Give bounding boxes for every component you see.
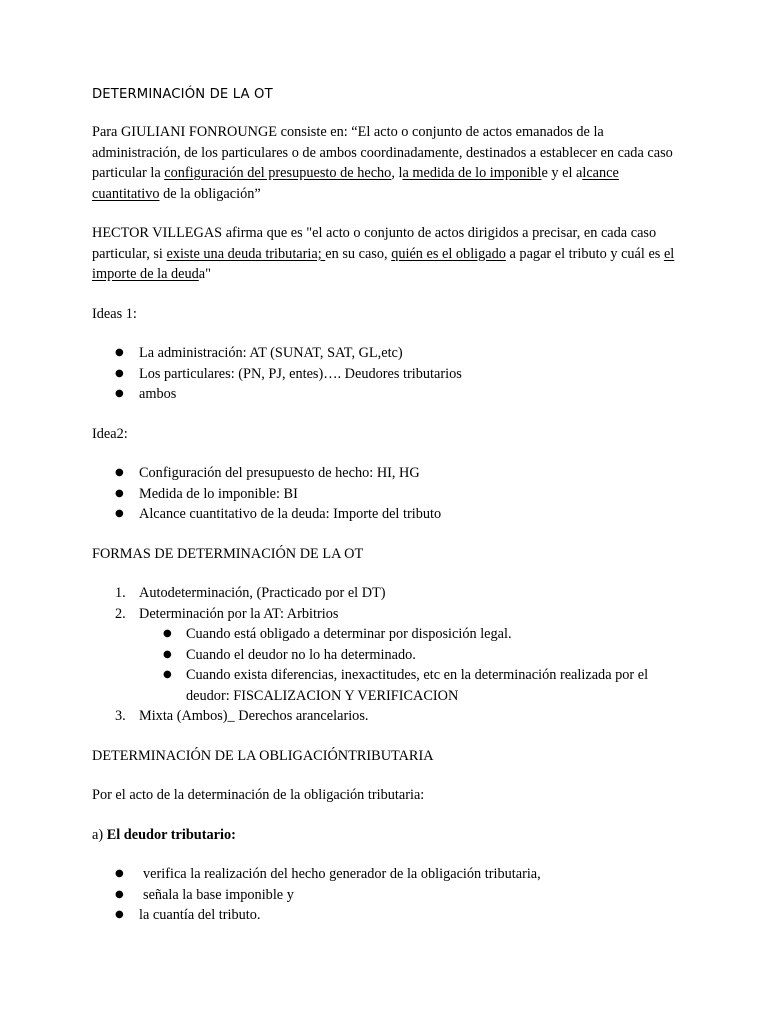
sub-list [139, 624, 682, 706]
sub-list-item: ● Cuando exista diferencias, inexactitudes, etc en la determinación realizada por el deudor: FISCALIZACION Y VERIFICACION [92, 665, 682, 706]
list-item: ● Medida de lo imponible: BI [92, 484, 682, 505]
list-item: ● Los particulares: (PN, PJ, entes)…. Deudores tributarios [92, 364, 682, 385]
deudor-list [92, 864, 682, 926]
item-text: Determinación por la AT: Arbitrios [139, 605, 339, 622]
list-item: ● la cuantía del tributo. [92, 905, 682, 926]
ideas2-list [92, 463, 682, 525]
list-item [92, 885, 682, 906]
sub-list-item: ● Cuando está obligado a determinar por disposición legal. [92, 624, 682, 645]
text-run: e y el a [541, 165, 583, 181]
text-run: a pagar el tributo y cuál es [505, 245, 664, 262]
item-text: señala la base imponible y [143, 886, 294, 903]
item-number: 1. [115, 585, 126, 601]
numbered-item [92, 583, 682, 604]
text-run: , l [391, 165, 403, 181]
ideas1-list [92, 343, 682, 405]
document-title: DETERMINACIÓN DE LA OT [92, 87, 273, 102]
determinacion-intro: Por el acto de la determinación de la obligación tributaria: [92, 787, 425, 803]
paragraph-villegas [92, 223, 682, 285]
underlined-text: a medida de lo imponibl [402, 165, 542, 181]
list-item: ● La administración: AT (SUNAT, SAT, GL,etc) [92, 343, 682, 364]
ideas1-label: Ideas 1: [92, 305, 137, 322]
numbered-item [92, 604, 682, 707]
numbered-item [92, 706, 682, 727]
paragraph-giuliani [92, 122, 682, 204]
item-text: Autodeterminación, (Practicado por el DT) [139, 585, 386, 601]
list-item [92, 864, 682, 885]
underlined-text: configuración del presupuesto de hecho [164, 165, 392, 181]
list-item: ● ambos [92, 384, 682, 405]
sub-list-item: ● Cuando el deudor no lo ha determinado. [92, 645, 682, 666]
text-run: de la obligación” [159, 185, 261, 202]
item-text: Mixta (Ambos)_ Derechos arancelarios. [139, 708, 369, 724]
list-item: ● Alcance cuantitativo de la deuda: Importe del tributo [92, 504, 682, 525]
item-number: 2. [115, 605, 126, 622]
item-text: verifica la realización del hecho generador de la obligación tributaria, [143, 866, 541, 882]
list-item: ● Configuración del presupuesto de hecho: HI, HG [92, 463, 682, 484]
document-body [92, 86, 682, 945]
underlined-text: quién es el obligado [391, 245, 506, 262]
bold-label: El deudor tributario: [106, 826, 236, 843]
text-run: en su caso, [325, 245, 392, 262]
determinacion-heading: DETERMINACIÓN DE LA OBLIGACIÓNTRIBUTARIA [92, 747, 434, 764]
underlined-text: lcance cuantitativo [92, 165, 619, 202]
underlined-text: existe una deuda tributaria; [166, 245, 326, 262]
formas-list [92, 583, 682, 727]
deudor-heading [92, 825, 682, 846]
text-run: Para GIULIANI FONROUNGE consiste en: “El acto o conjunto de actos emanados de la administración, de los particulares o de ambos coordinadamente, destinados a establecer en cada caso particular la [92, 124, 673, 181]
item-prefix: a) [92, 826, 104, 843]
formas-heading: FORMAS DE DETERMINACIÓN DE LA OT [92, 545, 364, 562]
text-run: HECTOR VILLEGAS afirma que es "el acto o conjunto de actos dirigidos a precisar, en cada caso particular, si [92, 225, 657, 262]
ideas2-label: Idea2: [92, 425, 128, 442]
underlined-text: el importe de la deud [92, 245, 675, 282]
item-number: 3. [115, 708, 126, 724]
text-run: a" [198, 266, 211, 282]
